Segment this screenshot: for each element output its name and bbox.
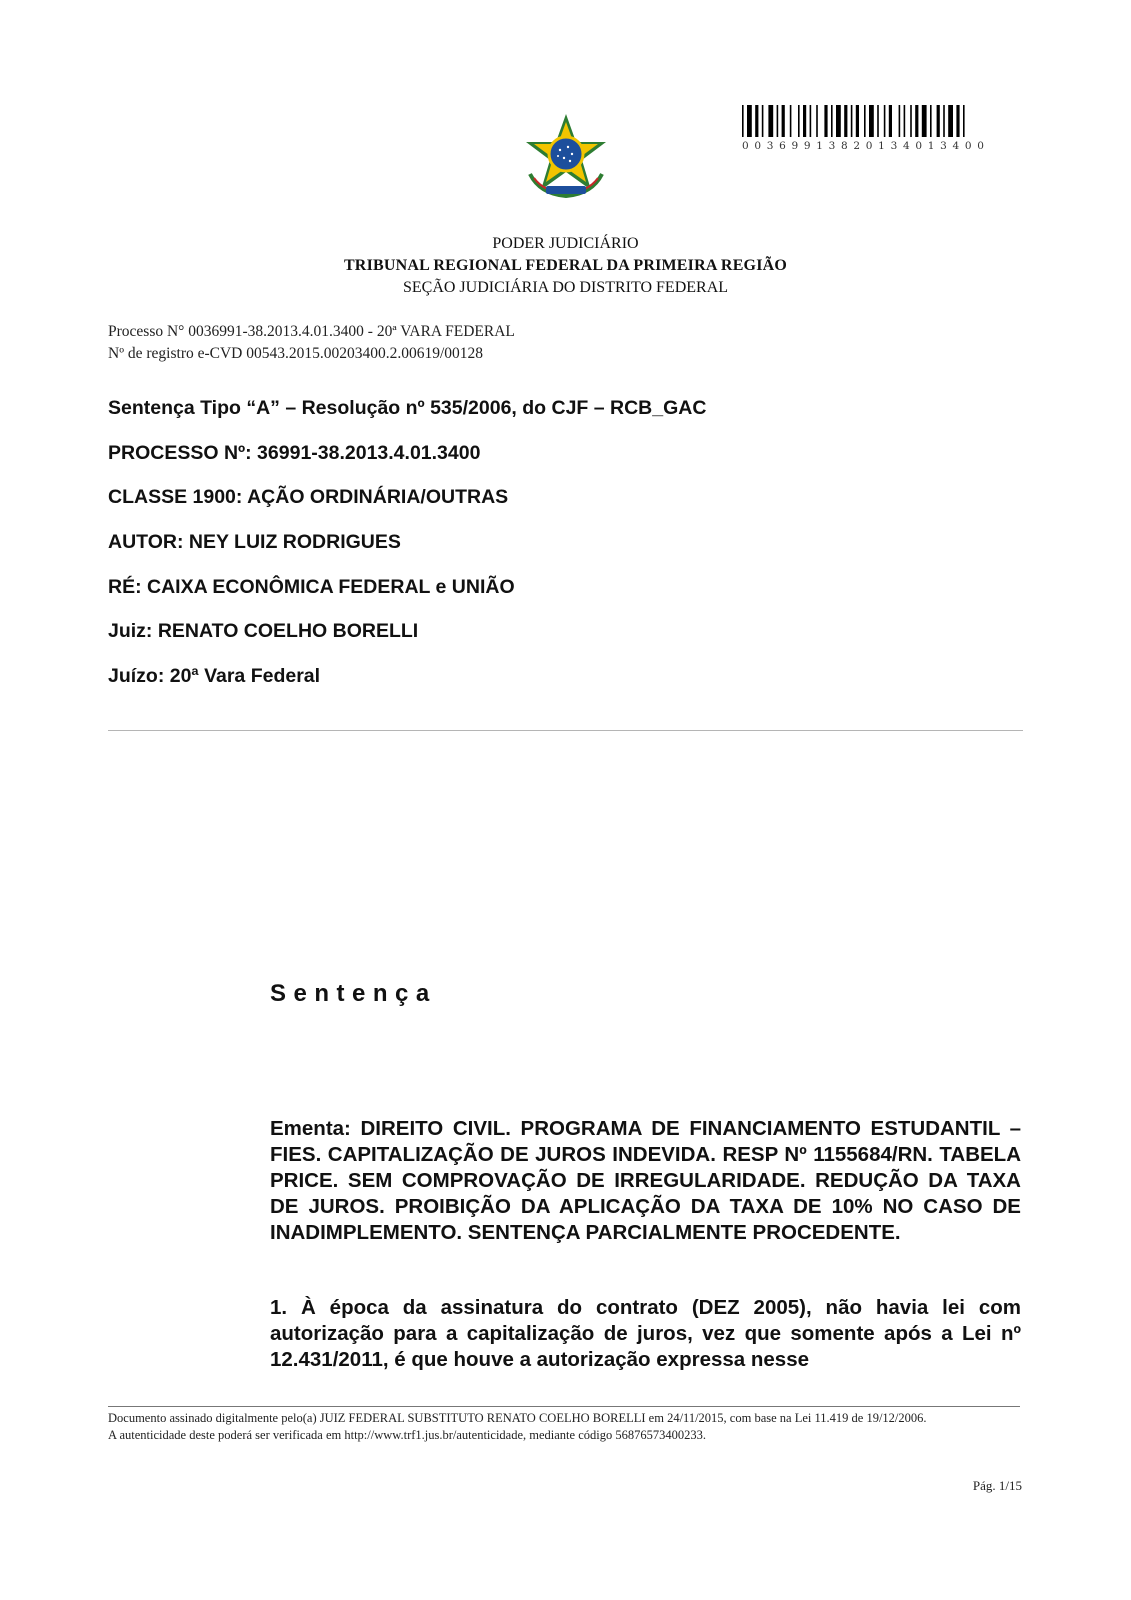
- barcode-bar: [956, 105, 959, 137]
- court: Juízo: 20ª Vara Federal: [108, 665, 321, 688]
- barcode-bar: [948, 105, 953, 137]
- registry-number-line: Nº de registro e-CVD 00543.2015.00203400.2.00619/00128: [108, 345, 484, 362]
- barcode-bar: [904, 105, 906, 137]
- barcode-bar: [816, 105, 818, 137]
- signature-footer: [108, 1410, 1023, 1444]
- barcode-bar: [943, 105, 945, 137]
- barcode-bar: [963, 105, 965, 137]
- barcode-bar: [877, 105, 879, 137]
- barcode-bar: [922, 105, 927, 137]
- process-number-line: Processo N° 0036991-38.2013.4.01.3400 - 20ª VARA FEDERAL: [108, 323, 515, 340]
- barcode-bar: [742, 105, 744, 137]
- case-metadata: [108, 396, 706, 709]
- barcode-bar: [856, 105, 859, 137]
- barcode-bar: [790, 105, 792, 137]
- ementa-paragraph: Ementa: DIREITO CIVIL. PROGRAMA DE FINANCIAMENTO ESTUDANTIL – FIES. CAPITALIZAÇÃO DE JUROS INDEVIDA. RESP Nº 1155684/RN. TABELA PRICE. SEM COMPROVAÇÃO DE IRREGULARIDADE. REDUÇÃO DA TAXA DE JUROS. PROIBIÇÃO DA APLICAÇÃO DA TAXA DE 10% NO CASO DE INADIMPLEMENTO. SENTENÇA PARCIALMENTE PROCEDENTE.: [270, 1117, 1021, 1244]
- barcode-bar: [937, 105, 940, 137]
- barcode-bar: [889, 105, 892, 137]
- barcode-bar: [798, 105, 800, 137]
- barcode-number: 00369913820134013400: [742, 140, 990, 152]
- barcode-bar: [851, 105, 853, 137]
- header-tribunal: TRIBUNAL REGIONAL FEDERAL DA PRIMEIRA REGIÃO: [343, 257, 788, 274]
- page-number: Pág. 1/15: [972, 1478, 1022, 1493]
- sentence-type: Sentença Tipo “A” – Resolução nº 535/2006, do CJF – RCB_GAC: [108, 397, 707, 419]
- header-secao: SEÇÃO JUDICIÁRIA DO DISTRITO FEDERAL: [402, 279, 729, 296]
- barcode-bar: [864, 105, 866, 137]
- footer-divider: [108, 1406, 1020, 1407]
- barcode-bar: [844, 105, 847, 137]
- coat-of-arms-emblem: [520, 112, 612, 200]
- barcode-bar: [824, 105, 827, 137]
- paragraph-1: 1. À época da assinatura do contrato (DEZ 2005), não havia lei com autorização para a capitalização de juros, vez que somente após a Lei nº 12.431/2011, é que houve a autorização expressa nesse: [270, 1296, 1021, 1371]
- authenticity-note: A autenticidade deste poderá ser verificada em http://www.trf1.jus.br/autenticidade, mediante código 56876573400233.: [108, 1428, 706, 1442]
- header-poder-judiciario: PODER JUDICIÁRIO: [492, 235, 639, 252]
- barcode-bar: [930, 105, 932, 137]
- barcode-bar: [755, 105, 758, 137]
- document-title: Sentença: [270, 980, 437, 1007]
- barcode-bar: [768, 105, 773, 137]
- barcode-bar: [762, 105, 764, 137]
- signature-note: Documento assinado digitalmente pelo(a) JUIZ FEDERAL SUBSTITUTO RENATO COELHO BORELLI em 24/11/2015, com base na Lei 11.419 de 19/12/2006.: [108, 1411, 927, 1425]
- defendant: RÉ: CAIXA ECONÔMICA FEDERAL e UNIÃO: [108, 575, 515, 598]
- barcode-bar: [777, 105, 779, 137]
- barcode-bar: [836, 105, 841, 137]
- barcode-bar: [831, 105, 833, 137]
- barcode-bar: [803, 105, 806, 137]
- process-info: [108, 321, 515, 365]
- case-class: CLASSE 1900: AÇÃO ORDINÁRIA/OUTRAS: [108, 486, 509, 509]
- barcode-bar: [884, 105, 886, 137]
- barcode-bar: [910, 105, 912, 137]
- plaintiff: AUTOR: NEY LUIZ RODRIGUES: [108, 531, 401, 554]
- case-number: PROCESSO Nº: 36991-38.2013.4.01.3400: [108, 441, 481, 464]
- barcode-bar: [915, 105, 918, 137]
- barcode-bar: [747, 105, 752, 137]
- barcode-bar: [782, 105, 785, 137]
- barcode-bar: [810, 105, 812, 137]
- barcode-bar: [899, 105, 901, 137]
- barcode-bar: [869, 105, 874, 137]
- judge: Juiz: RENATO COELHO BORELLI: [108, 620, 419, 643]
- barcode-graphic: [742, 105, 1010, 137]
- section-divider: [108, 730, 1023, 731]
